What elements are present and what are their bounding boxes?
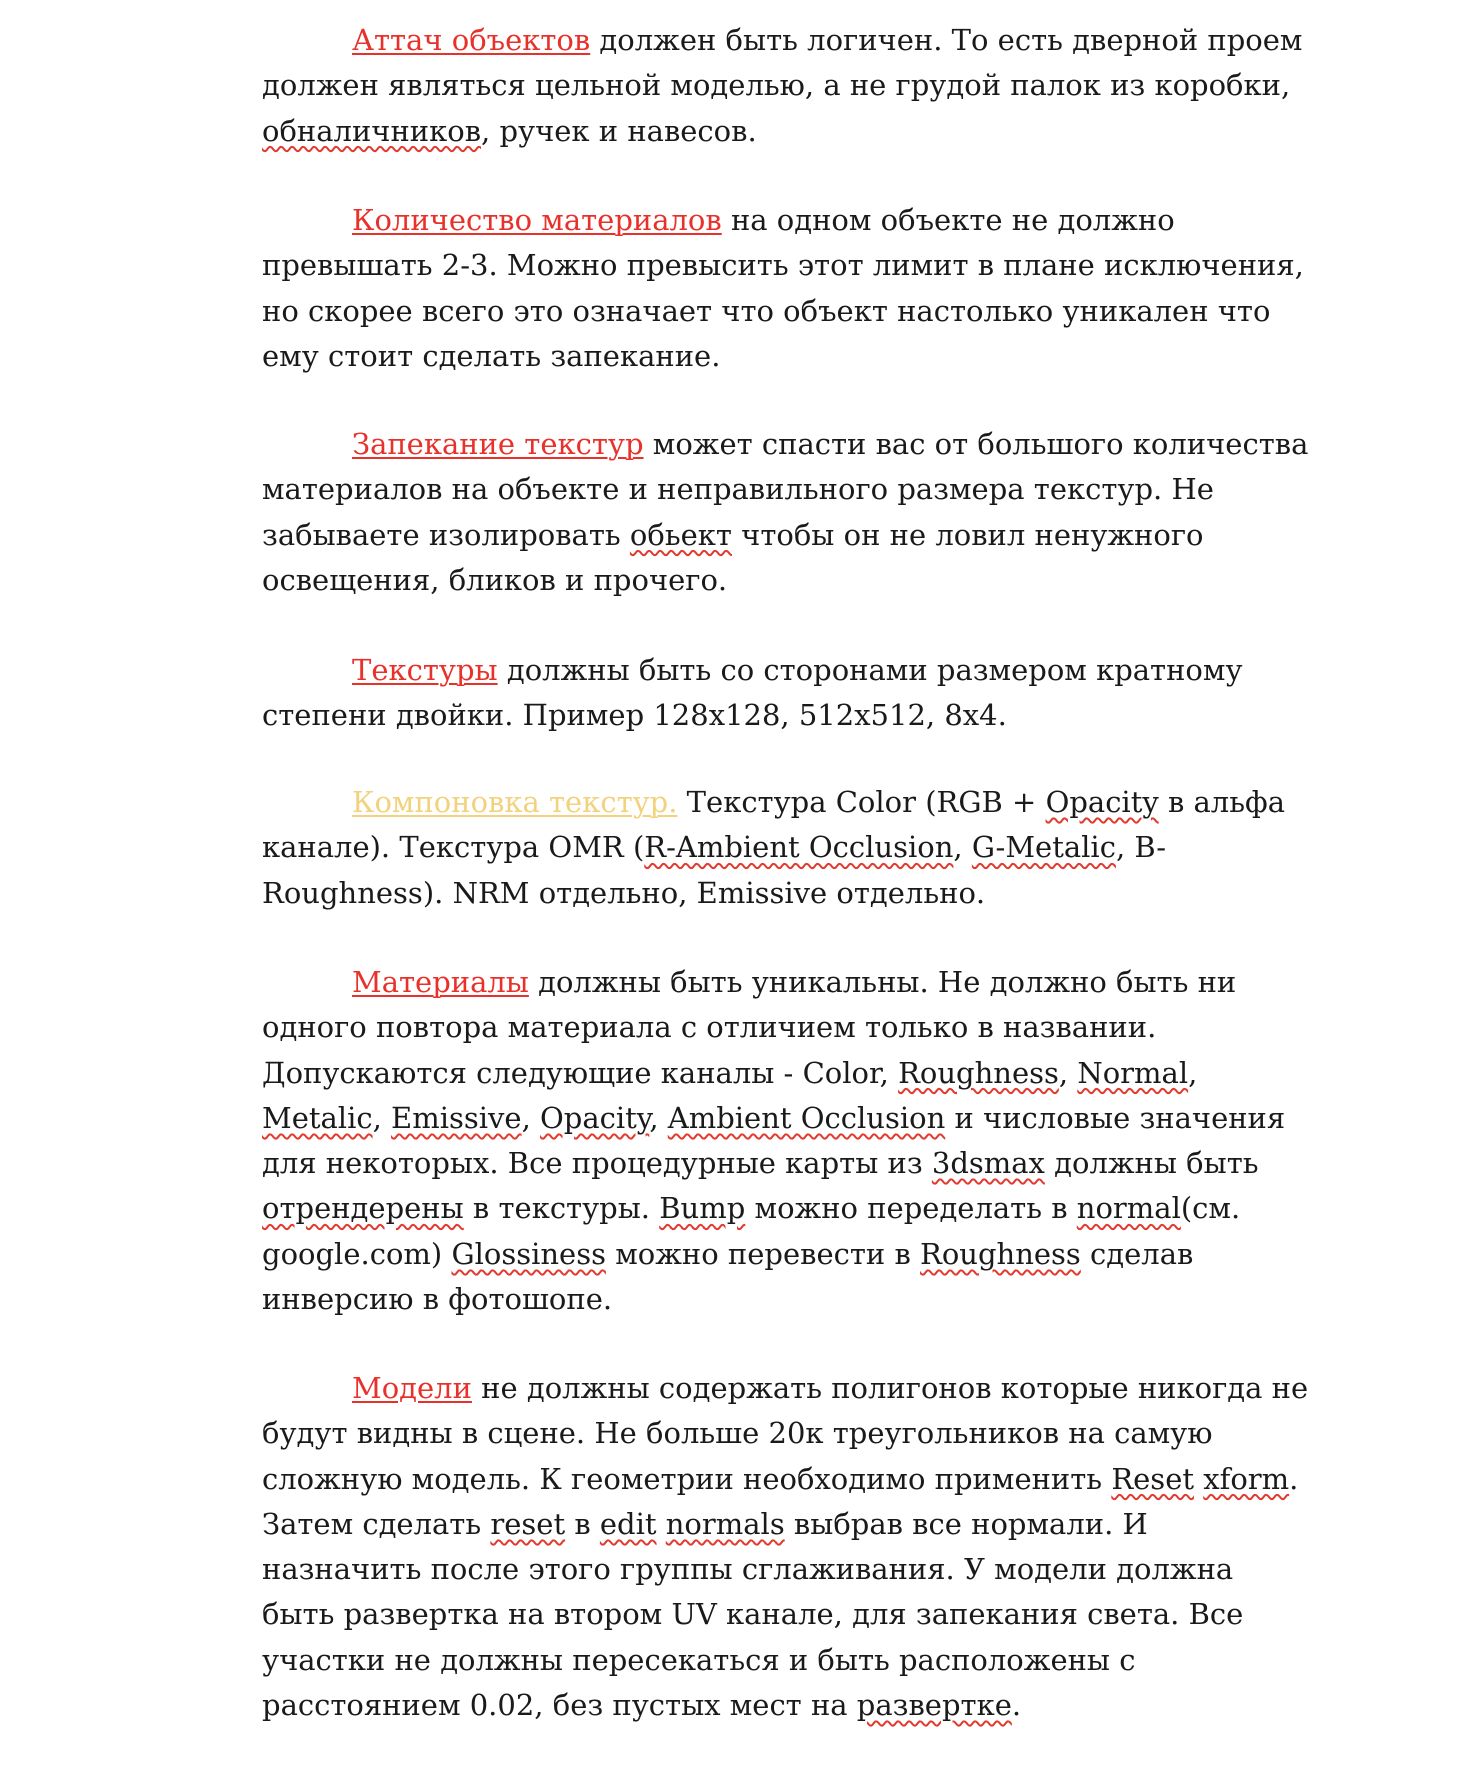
misspelled-word[interactable]: Reset: [1111, 1461, 1195, 1496]
misspelled-word[interactable]: reset: [490, 1506, 566, 1541]
misspelled-word[interactable]: normals: [665, 1506, 785, 1541]
misspelled-word[interactable]: R-Ambient Occlusion: [644, 830, 954, 865]
paragraph-materials: [262, 960, 1312, 1322]
misspelled-word[interactable]: обьект: [629, 517, 732, 552]
paragraph-text: в альфа канале). Текстура OMR (: [262, 785, 1286, 865]
paragraph-text: должны быть со сторонами размером кратному степени двойки. Пример 128x128, 512x512, 8x4.: [262, 653, 1243, 733]
paragraph-text: (см. google.com): [262, 1191, 1241, 1271]
link-models[interactable]: Модели: [352, 1371, 472, 1405]
paragraph-text: выбрав все нормали. И назначить после этого группы сглаживания. У модели должна быть развертка на втором UV канале, для запекания света. Все участки не должны пересекаться и быть расположены с расстоянием 0.02, без пустых мест на: [262, 1506, 1244, 1723]
paragraph-text: не должны содержать полигонов которые никогда не будут видны в сцене. Не больше 20к треугольников на самую сложную модель. К геометрии необходимо применить: [262, 1371, 1309, 1496]
misspelled-word[interactable]: обналичников: [262, 113, 482, 148]
link-textures[interactable]: Текстуры: [352, 653, 498, 687]
misspelled-word[interactable]: xform: [1203, 1461, 1290, 1496]
misspelled-word[interactable]: Roughness: [898, 1055, 1059, 1090]
misspelled-word[interactable]: Normal: [1077, 1055, 1189, 1090]
paragraph-text: сделав инверсию в фотошопе.: [262, 1236, 1194, 1317]
link-texture-layout[interactable]: Компоновка текстур.: [352, 785, 678, 819]
paragraph-text: ,: [649, 1100, 668, 1135]
misspelled-word[interactable]: Opacity: [540, 1100, 650, 1135]
misspelled-word[interactable]: Ambient Occlusion: [667, 1100, 946, 1135]
misspelled-word[interactable]: normal: [1076, 1191, 1181, 1226]
paragraph-text: , B-Roughness). NRM отдельно, Emissive отдельно.: [262, 830, 1167, 910]
misspelled-word[interactable]: edit: [599, 1506, 657, 1541]
paragraph-text: [657, 1507, 666, 1541]
misspelled-word[interactable]: 3dsmax: [931, 1146, 1045, 1181]
paragraph-text: должен быть логичен. То есть дверной проем должен являться цельной моделью, а не грудой палок из коробки,: [262, 23, 1303, 103]
misspelled-word[interactable]: Metalic: [262, 1100, 373, 1135]
paragraph-text: должны быть: [1044, 1146, 1259, 1181]
link-texture-baking[interactable]: Запекание текстур: [352, 427, 644, 461]
paragraph-text: ,: [953, 830, 972, 865]
paragraph-text: . Затем сделать: [262, 1461, 1299, 1541]
paragraph-text: в: [565, 1506, 600, 1541]
misspelled-word[interactable]: развертке: [856, 1688, 1012, 1723]
paragraph-text: ,: [1188, 1055, 1198, 1090]
paragraph-text: ,: [372, 1100, 392, 1135]
paragraph-material-count: [262, 198, 1312, 379]
paragraph-text: может спасти вас от большого количества материалов на объекте и неправильного размера текстур. Не забываете изолировать: [262, 427, 1309, 552]
paragraph-text: можно перевести в: [605, 1236, 920, 1271]
misspelled-word[interactable]: Glossiness: [451, 1236, 606, 1271]
paragraph-text: ,: [1058, 1055, 1078, 1090]
paragraph-text: должны быть уникальны. Не должно быть ни одного повтора материала с отличием только в названии. Допускаются следующие каналы - Color,: [262, 965, 1237, 1090]
paragraph-text: чтобы он не ловил ненужного освещения, бликов и прочего.: [262, 517, 1204, 597]
paragraph-text: Текстура Color (RGB +: [677, 785, 1046, 819]
misspelled-word[interactable]: Bump: [659, 1191, 746, 1226]
paragraph-text: на одном объекте не должно превышать 2-3. Можно превысить этот лимит в плане исключения, но скорее всего это означает что объект настолько уникален что ему стоит сделать запекание.: [262, 203, 1304, 373]
misspelled-word[interactable]: Emissive: [391, 1100, 522, 1135]
paragraph-attach-objects: [262, 18, 1312, 154]
paragraph-text: в текстуры.: [463, 1191, 660, 1226]
paragraph-texture-layout: [262, 780, 1312, 916]
paragraph-text: , ручек и навесов.: [481, 113, 757, 148]
paragraph-models: [262, 1366, 1312, 1728]
paragraph-textures: [262, 648, 1312, 739]
misspelled-word[interactable]: отрендерены: [262, 1191, 464, 1226]
paragraph-texture-baking: [262, 422, 1312, 603]
link-materials[interactable]: Материалы: [352, 965, 529, 999]
misspelled-word[interactable]: Opacity: [1045, 785, 1159, 819]
link-attach-objects[interactable]: Аттач объектов: [352, 23, 591, 57]
misspelled-word[interactable]: G-Metalic: [971, 830, 1116, 865]
misspelled-word[interactable]: Roughness: [920, 1236, 1081, 1271]
paragraph-text: ,: [521, 1100, 540, 1135]
paragraph-text: и числовые значения для некоторых. Все процедурные карты из: [262, 1100, 1286, 1181]
paragraph-text: [1194, 1462, 1203, 1496]
paragraph-text: .: [1011, 1688, 1022, 1723]
link-material-count[interactable]: Количество материалов: [352, 203, 722, 237]
paragraph-text: можно переделать в: [745, 1191, 1077, 1226]
